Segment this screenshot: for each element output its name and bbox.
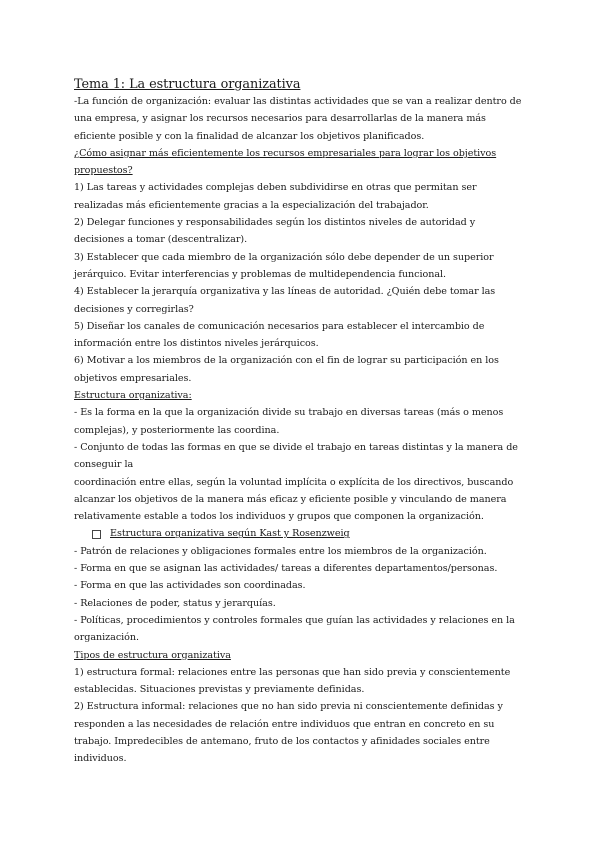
- intro-paragraph: -La función de organización: evaluar las distintas actividades que se van a realizar dentro de una empresa, y asignar los recursos necesarios para desarrollarlas de la manera más eficiente posible y con la finalidad de alcanzar los objetivos planificados.: [74, 96, 522, 142]
- kast-point: - Patrón de relaciones y obligaciones formales entre los miembros de la organización.: [74, 545, 487, 557]
- estructura-point: coordinación entre ellas, según la voluntad implícita o explícita de los directivos, buscando alcanzar los objetivos de la manera más eficaz y eficiente posible y vinculando de manera relativamente estable a todos los individuos y grupos que componen la organización.: [74, 476, 514, 523]
- kast-point: - Forma en que las actividades son coordinadas.: [74, 580, 306, 592]
- kast-heading: Estructura organizativa según Kast y Rosenzweig: [110, 528, 350, 540]
- tipos-point: 2) Estructura informal: relaciones que no han sido previa ni conscientemente definidas y responden a las necesidades de relación entre individuos que entran en concreto en su trabajo. Impredecibles de antemano, fruto de los contactos y afinidades sociales entre individuos.: [74, 701, 503, 765]
- tipos-heading: Tipos de estructura organizativa: [74, 649, 231, 661]
- kast-point: - Forma en que se asignan las actividades/ tareas a diferentes departamentos/personas.: [74, 563, 498, 575]
- step-item: 4) Establecer la jerarquía organizativa y las líneas de autoridad. ¿Quién debe tomar las decisiones y corregirlas?: [74, 286, 496, 315]
- step-item: 3) Establecer que cada miembro de la organización sólo debe depender de un superior jerárquico. Evitar interferencias y problemas de multidependencia funcional.: [74, 251, 494, 280]
- estructura-heading: Estructura organizativa:: [74, 390, 192, 402]
- checkbox-icon[interactable]: [92, 530, 101, 539]
- kast-point: - Políticas, procedimientos y controles formales que guían las actividades y relaciones en la organización.: [74, 614, 515, 644]
- step-item: 1) Las tareas y actividades complejas deben subdividirse en otras que permitan ser realizadas más eficientemente gracias a la especialización del trabajador.: [74, 182, 477, 211]
- step-item: 2) Delegar funciones y responsabilidades según los distintos niveles de autoridad y decisiones a tomar (descentralizar).: [74, 217, 476, 246]
- tipos-point: 1) estructura formal: relaciones entre las personas que han sido previa y conscientemente establecidas. Situaciones previstas y previamente definidas.: [74, 666, 511, 696]
- kast-checklist-item: [74, 525, 526, 542]
- step-item: 6) Motivar a los miembros de la organización con el fin de lograr su participación en los objetivos empresariales.: [74, 355, 499, 384]
- kast-point: - Relaciones de poder, status y jerarquías.: [74, 597, 276, 609]
- estructura-point: - Conjunto de todas las formas en que se divide el trabajo en tareas distintas y la manera de conseguir la: [74, 441, 518, 471]
- estructura-point: - Es la forma en la que la organización divide su trabajo en diversas tareas (más o menos complejas), y posteriormente las coordina.: [74, 407, 504, 436]
- step-item: 5) Diseñar los canales de comunicación necesarios para establecer el intercambio de información entre los distintos niveles jerárquicos.: [74, 320, 485, 350]
- question-heading: ¿Cómo asignar más eficientemente los recursos empresariales para lograr los objetivos propuestos?: [74, 147, 497, 177]
- page-title: Tema 1: La estructura organizativa: [74, 77, 301, 92]
